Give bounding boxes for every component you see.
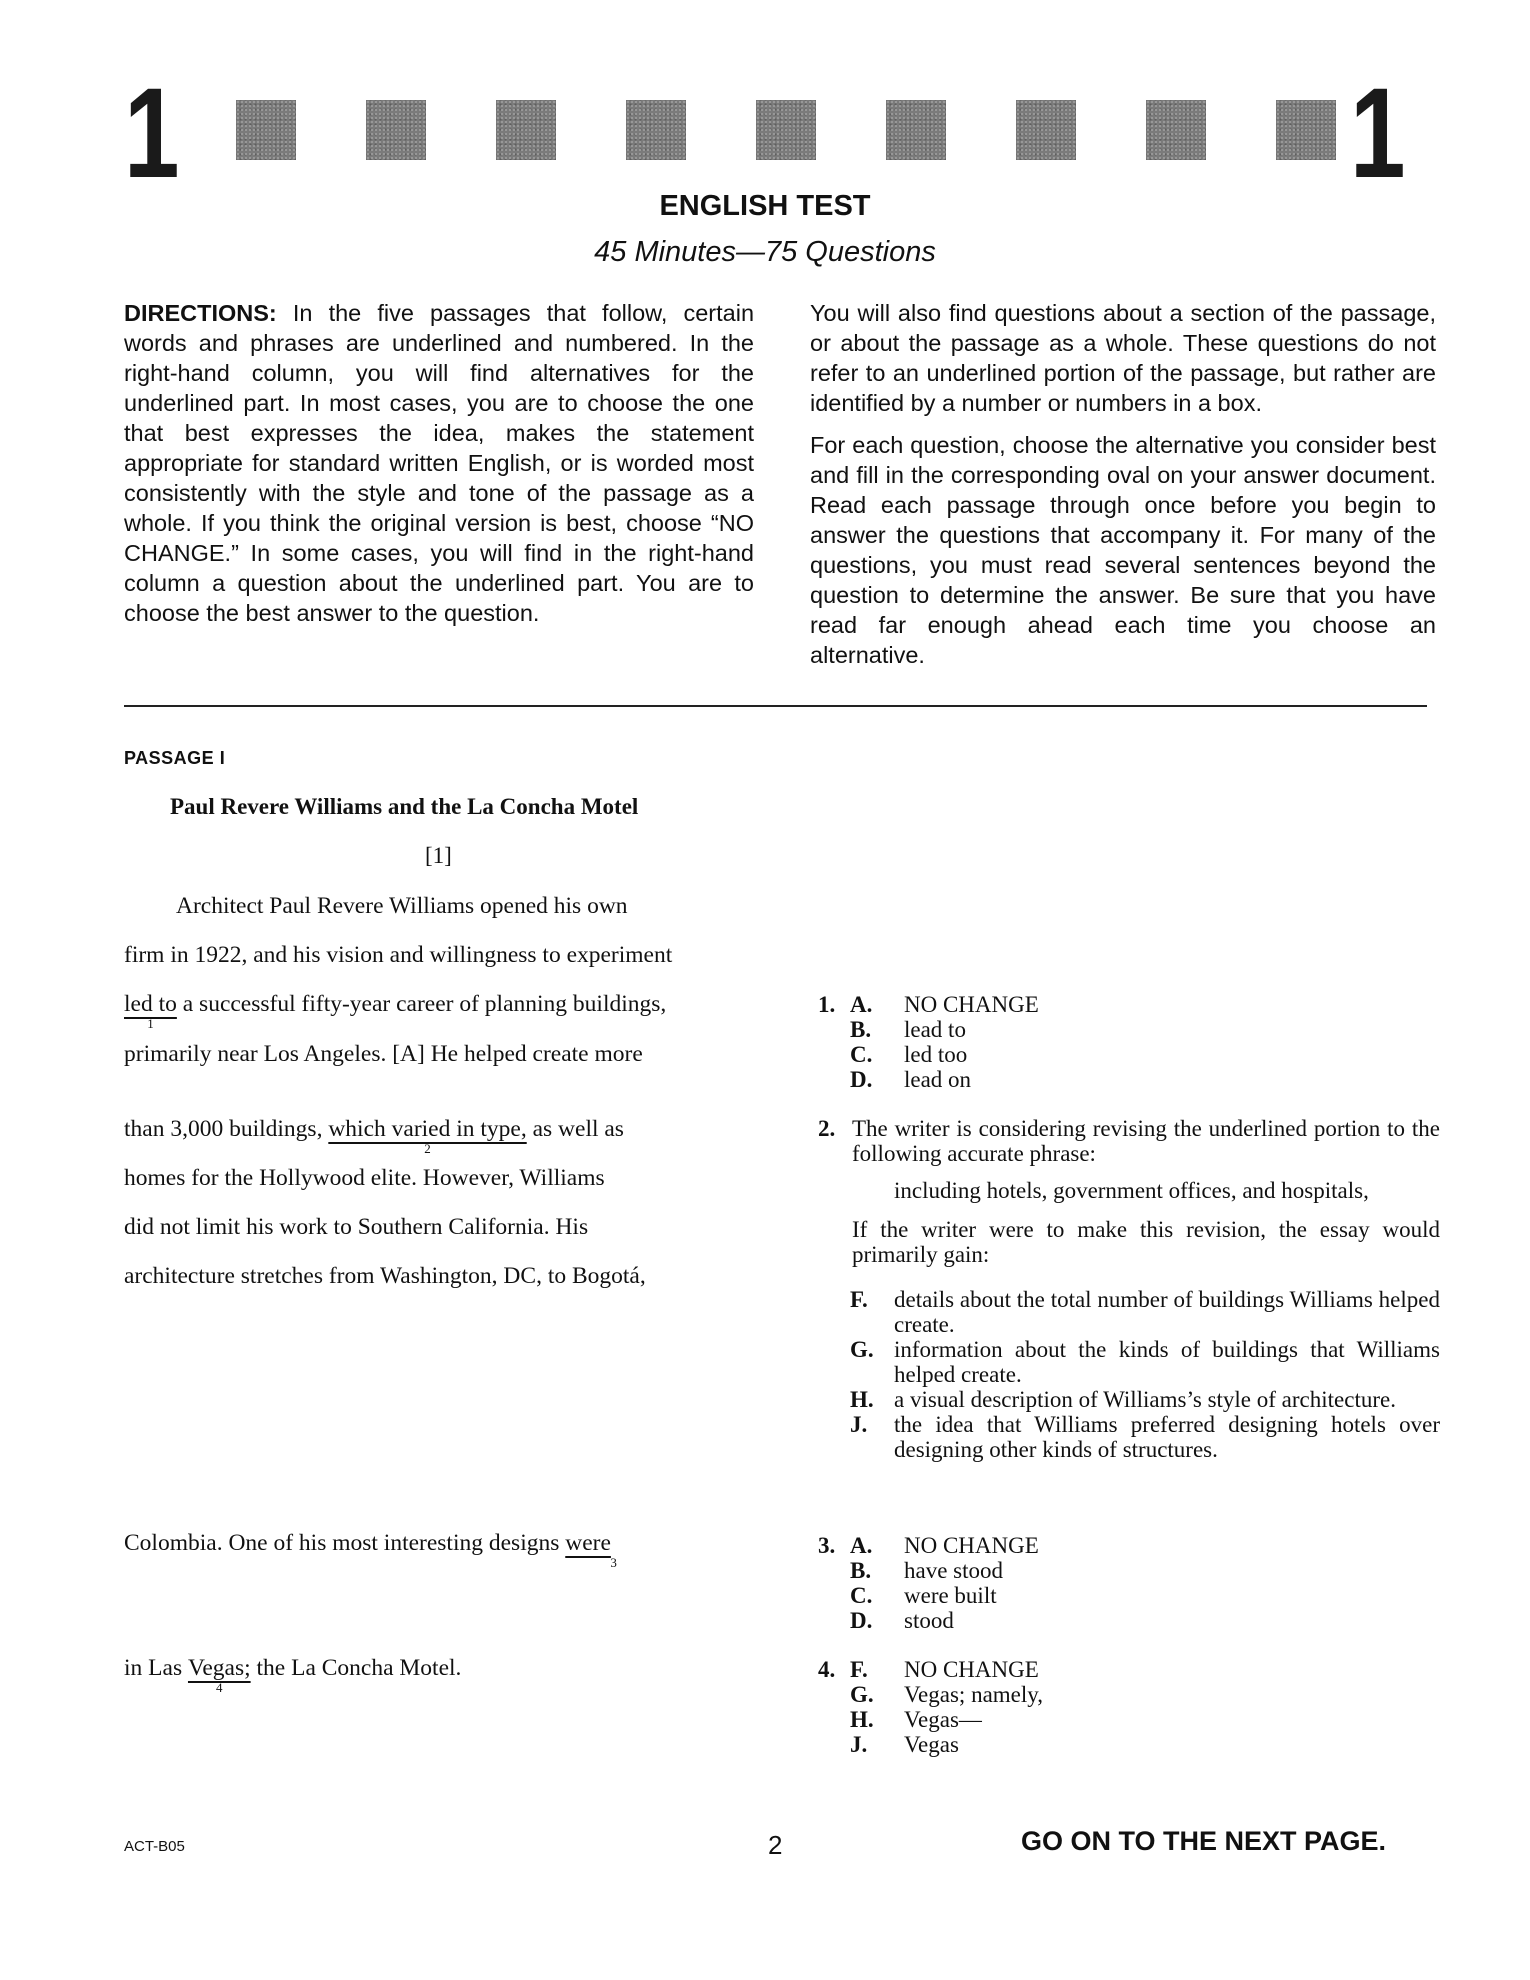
answer-option[interactable]: D. stood bbox=[850, 1608, 954, 1633]
form-code: ACT-B05 bbox=[124, 1838, 185, 1855]
page-number: 2 bbox=[768, 1830, 783, 1860]
underlined-portion-2: which varied in type, 2 bbox=[328, 1116, 527, 1156]
question-number: 1. bbox=[818, 992, 836, 1017]
answer-option[interactable]: D. lead on bbox=[850, 1067, 972, 1092]
underline-number: 3 bbox=[610, 1555, 617, 1570]
test-subtitle: 45 Minutes—75 Questions bbox=[594, 236, 936, 268]
directions-text: In the five passages that follow, certain words and phrases are underlined and numbered. In the right-hand column, you will find alternatives for the underlined part. In most cases, you are to choose the one that best expresses the idea, makes the statement appropriate for standard written English, or is worded most consistently with the style and tone of the passage as a whole. If you think the original version is best, choose “NO CHANGE.” In some cases, you will find in the right-hand column a question about the underlined part. You are to choose the best answer to the question. bbox=[124, 300, 755, 626]
header-square bbox=[886, 100, 946, 160]
answer-option[interactable]: A. NO CHANGE bbox=[850, 1533, 1039, 1558]
header-square bbox=[236, 100, 296, 160]
passage-line: did not limit his work to Southern California. His bbox=[124, 1214, 589, 1240]
test-title: ENGLISH TEST bbox=[659, 190, 871, 222]
answer-option[interactable]: G. Vegas; namely, bbox=[850, 1682, 1044, 1707]
quoted-revision: including hotels, government offices, and hospitals, bbox=[894, 1178, 1369, 1203]
passage-line: primarily near Los Angeles. [A] He helped create more bbox=[124, 1041, 643, 1067]
answer-option[interactable]: F. NO CHANGE bbox=[850, 1657, 1039, 1682]
header-square bbox=[496, 100, 556, 160]
question-3 bbox=[818, 1533, 1039, 1633]
answer-option[interactable]: C. led too bbox=[850, 1042, 968, 1067]
question-number: 3. bbox=[818, 1533, 836, 1558]
answer-option[interactable]: B. have stood bbox=[850, 1558, 1004, 1583]
passage-line: firm in 1922, and his vision and willingness to experiment bbox=[124, 942, 673, 968]
question-2 bbox=[818, 1116, 1440, 1462]
passage-line: led to 1 a successful fifty-year career of planning buildings, bbox=[124, 991, 667, 1031]
passage-line: homes for the Hollywood elite. However, Williams bbox=[124, 1165, 605, 1191]
header-square bbox=[366, 100, 426, 160]
underlined-portion-1: led to 1 bbox=[124, 991, 177, 1031]
passage-line: in Las Vegas; 4 the La Concha Motel. bbox=[124, 1655, 462, 1695]
passage-line: than 3,000 buildings, which varied in type, 2 as well as bbox=[124, 1116, 624, 1156]
passage-line: Architect Paul Revere Williams opened his own bbox=[176, 893, 628, 919]
answer-option[interactable]: B. lead to bbox=[850, 1017, 966, 1042]
header-square bbox=[626, 100, 686, 160]
header-square bbox=[1146, 100, 1206, 160]
passage-line: architecture stretches from Washington, DC, to Bogotá, bbox=[124, 1263, 646, 1289]
section-number-right: 1 bbox=[1350, 62, 1406, 205]
header-square bbox=[1276, 100, 1336, 160]
question-number: 4. bbox=[818, 1657, 836, 1682]
question-stem: The writer is considering revising the underlined portion to the following accurate phrase: bbox=[852, 1116, 1440, 1166]
directions-paragraph: For each question, choose the alternative you consider best and fill in the corresponding oval on your answer document. Read each passage through once before you begin to answer the questions that accompany it. For many of the questions, you must read several sentences beyond the question to determine the answer. Be sure that you have read far enough ahead each time you choose an alternative. bbox=[810, 432, 1436, 668]
answer-option[interactable]: G. information about the kinds of buildings that Williams helped create. bbox=[850, 1337, 1440, 1387]
question-number: 2. bbox=[818, 1116, 836, 1141]
answer-option[interactable]: J. the idea that Williams preferred designing hotels over designing other kinds of structures. bbox=[850, 1412, 1440, 1462]
section-divider bbox=[124, 705, 1427, 707]
passage-title: Paul Revere Williams and the La Concha Motel bbox=[170, 794, 639, 819]
underline-number: 2 bbox=[424, 1141, 431, 1156]
answer-option[interactable]: H. Vegas— bbox=[850, 1707, 982, 1732]
underlined-portion-3: were 3 bbox=[565, 1530, 617, 1570]
passage-label: PASSAGE I bbox=[124, 748, 226, 768]
passage-line: Colombia. One of his most interesting designs were 3 bbox=[124, 1530, 617, 1570]
answer-option[interactable]: J. Vegas bbox=[850, 1732, 959, 1757]
answer-option[interactable]: C. were built bbox=[850, 1583, 997, 1608]
question-1 bbox=[818, 992, 1039, 1092]
answer-option[interactable]: H. a visual description of Williams’s style of architecture. bbox=[850, 1387, 1396, 1412]
paragraph-number: [1] bbox=[425, 843, 452, 868]
directions-right-column bbox=[810, 298, 1436, 682]
header-square bbox=[1016, 100, 1076, 160]
directions-label: DIRECTIONS: bbox=[124, 300, 277, 326]
question-4 bbox=[818, 1657, 1043, 1757]
underlined-portion-4: Vegas; 4 bbox=[187, 1655, 251, 1695]
directions-left-column bbox=[124, 298, 754, 628]
section-number-left: 1 bbox=[124, 62, 180, 205]
underline-number: 4 bbox=[216, 1680, 223, 1695]
underline-number: 1 bbox=[147, 1016, 154, 1031]
directions-paragraph: You will also find questions about a section of the passage, or about the passage as a whole. These questions do not refer to an underlined portion of the passage, but rather are identified by a number or numbers in a box. bbox=[810, 300, 1436, 416]
answer-option[interactable]: A. NO CHANGE bbox=[850, 992, 1039, 1017]
next-page-instruction: GO ON TO THE NEXT PAGE. bbox=[1021, 1826, 1387, 1856]
question-followup: If the writer were to make this revision, the essay would primarily gain: bbox=[852, 1217, 1440, 1267]
header-square bbox=[756, 100, 816, 160]
answer-option[interactable]: F. details about the total number of buildings Williams helped create. bbox=[850, 1287, 1440, 1337]
